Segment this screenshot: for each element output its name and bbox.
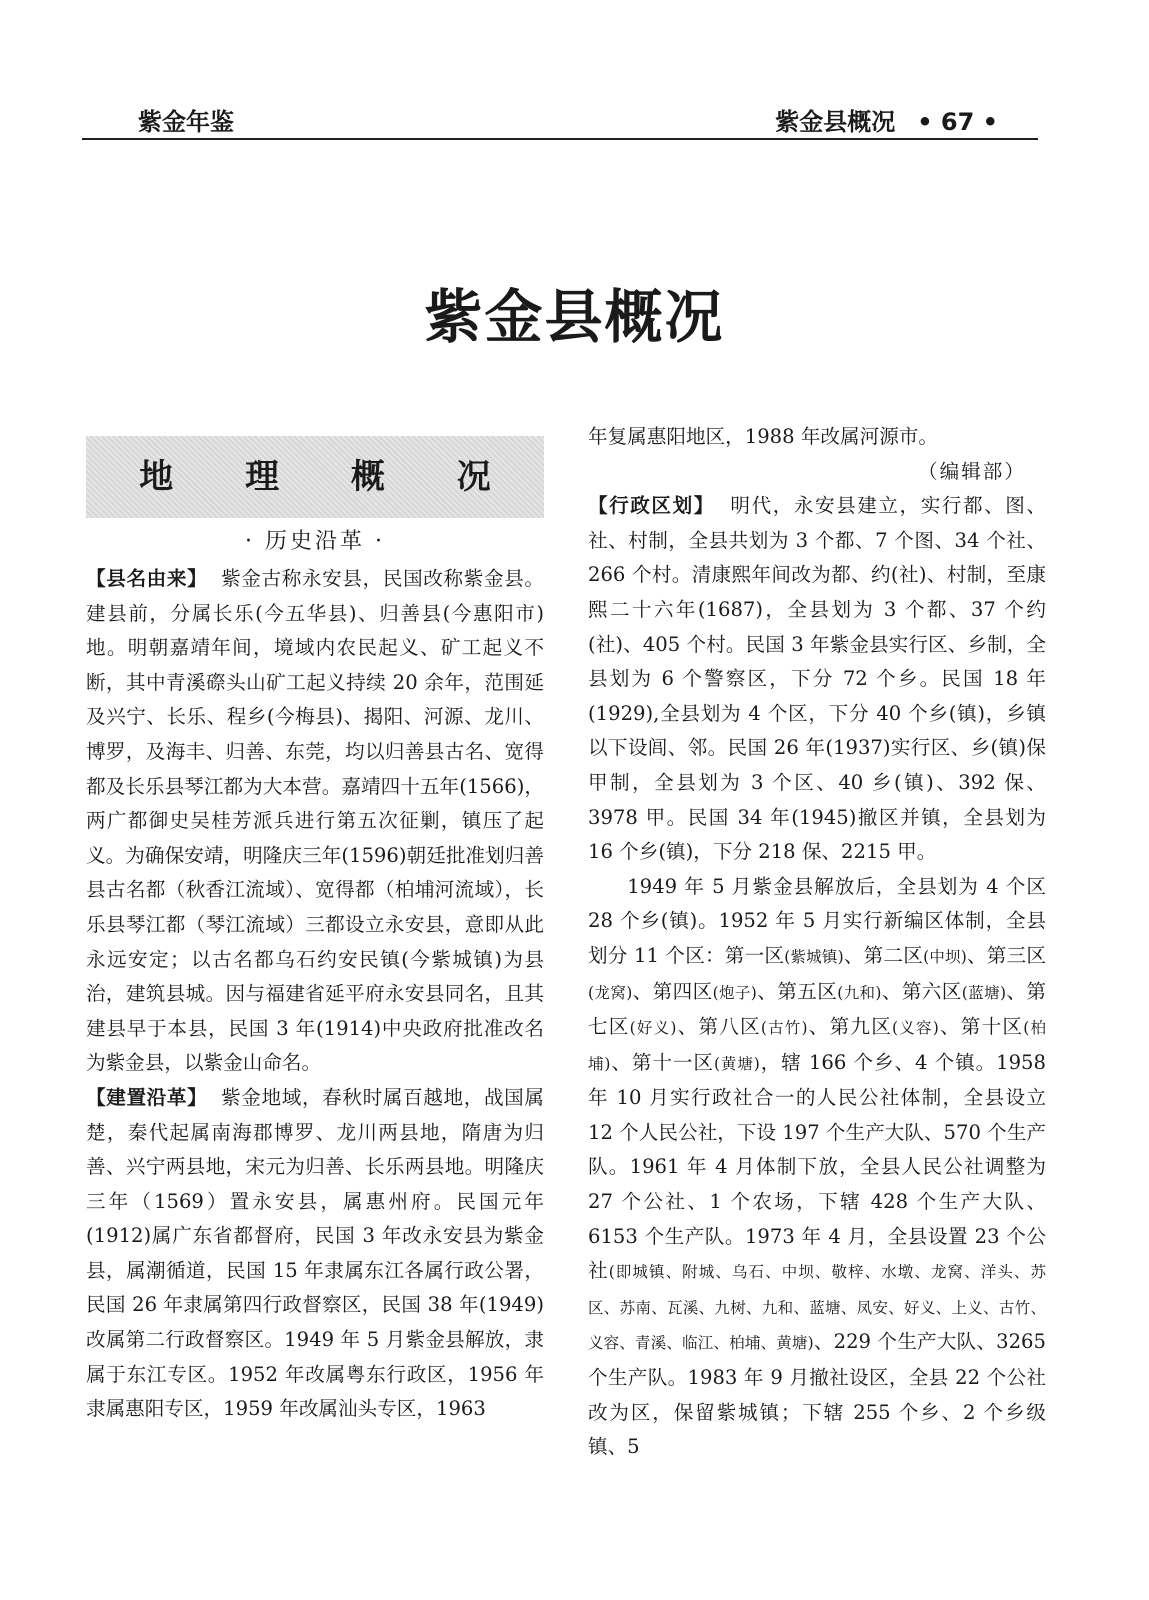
paragraph-establishment xyxy=(86,1081,544,1427)
district-note: (中坝) xyxy=(923,947,967,966)
paragraph-tag: 【县名由来】 xyxy=(86,567,208,590)
subheading: · 历史沿革 · xyxy=(245,529,385,554)
section-title: 紫金县概况 xyxy=(775,108,896,136)
text-run: 、第四区 xyxy=(632,979,713,1003)
district-note: (柏埔) xyxy=(588,1019,1046,1073)
text-run: 、229 个生产大队、3265 个生产队。1983 年 9 月撤社设区，全县 22 个公社改为区，保留紫城镇；下辖 255 个乡、2 个乡级镇、5 xyxy=(588,1330,1046,1459)
continued-text: 年复属惠阳地区，1988 年改属河源市。 xyxy=(588,425,938,448)
district-note: (紫城镇) xyxy=(784,947,844,966)
text-run: 、第十区 xyxy=(938,1015,1024,1039)
running-header xyxy=(82,96,1038,140)
book-title: 紫金年鉴 xyxy=(138,108,234,136)
district-note: (龙窝) xyxy=(588,983,633,1002)
district-note: (好义) xyxy=(629,1019,677,1038)
text-run: 、第六区 xyxy=(881,979,962,1003)
district-note: (义容) xyxy=(892,1019,939,1038)
paragraph-admin-division xyxy=(588,489,1046,870)
left-column xyxy=(86,420,544,1427)
paragraph-text: 明代，永安县建立，实行都、图、社、村制，全县共划为 3 个都、7 个图、34 个社、266 个村。清康熙年间改为都、约(社)、村制，至康熙二十六年(1687)，全县划为 3 个都、37 个约(社)、405 个村。民国 3 年紫金县实行区、乡制，全县划为 6 个警察区，下分 72 个乡。民国 18 年(1929),全县划为 4 个区，下分 40 个乡(镇)，乡镇以下设闾、邻。民国 26 年(1937)实行区、乡(镇)保甲制，全县划为 3 个区、40 乡(镇)、392 保、3978 甲。民国 34 年(1945)撤区并镇，全县划为 16 个乡(镇)，下分 218 保、2215 甲。 xyxy=(588,494,1047,864)
text-run: 、第二区 xyxy=(843,943,924,967)
text-run: 、第八区 xyxy=(676,1015,761,1039)
right-column xyxy=(588,420,1046,1465)
district-note: (九和) xyxy=(837,983,882,1002)
header-right xyxy=(775,102,998,137)
text-run: 、第十一区 xyxy=(610,1050,714,1074)
banner-title: 地 理 概 况 xyxy=(139,456,521,497)
paragraph-tag: 【建置沿革】 xyxy=(86,1085,208,1109)
text-run: 、第九区 xyxy=(807,1015,893,1039)
page-number: • 67 • xyxy=(917,108,998,136)
district-note: (蓝塘) xyxy=(961,983,1007,1002)
district-note: (古竹) xyxy=(760,1019,808,1038)
paragraph-post-1949 xyxy=(588,870,1046,1465)
text-run: 、第三区 xyxy=(966,943,1047,967)
text-run: 、第五区 xyxy=(756,979,838,1003)
text-run: ，辖 166 个乡、4 个镇。1958 年 10 月实行政社合一的人民公社体制，全县设立 12 个人民公社，下设 197 个生产大队、570 个生产队。1961 年 4 月体制下放，全县人民公社调整为 27 个公社、1 个农场，下辖 428 个生产大队、6153 个生产队。1973 年 4 月，全县设置 23 个公社 xyxy=(588,1050,1046,1283)
text-run: 、第七区 xyxy=(588,979,1047,1039)
paragraph-text: 紫金地域，春秋时属百越地，战国属楚，秦代起属南海郡博罗、龙川两县地，隋唐为归善、兴宁两县地，宋元为归善、长乐两县地。明隆庆三年（1569）置永安县，属惠州府。民国元年(1912)属广东省都督府，民国 3 年改永安县为紫金县，属潮循道，民国 15 年隶属东江各属行政公署，民国 26 年隶属第四行政督察区，民国 38 年(1949)改属第二行政督察区。1949 年 5 月紫金县解放，隶属于东江专区。1952 年改属粤东行政区，1956 年隶属惠阳专区，1959 年改属汕头专区，1963 xyxy=(86,1085,544,1421)
paragraph-text: 紫金古称永安县，民国改称紫金县。建县前，分属长乐(今五华县)、归善县(今惠阳市)地。明朝嘉靖年间，境域内农民起义、矿工起义不断，其中青溪磜头山矿工起义持续 20 余年，范围延及兴宁、长乐、程乡(今梅县)、揭阳、河源、龙川、博罗，及海丰、归善、东莞，均以归善县古名、宽得都及长乐县琴江都为大本营。嘉靖四十五年(1566)，两广都御史吴桂芳派兵进行第五次征剿，镇压了起义。为确保安靖，明隆庆三年(1596)朝廷批准划归善县古名都（秋香江流域）、宽得都（柏埔河流域），长乐县琴江都（琴江流域）三都设立永安县，意即从此永远安定；以古名都乌石约安民镇(今紫城镇)为县治，建筑县城。因与福建省延平府永安县同名，且其建县早于本县，民国 3 年(1914)中央政府批准改名为紫金县，以紫金山命名。 xyxy=(86,567,544,1075)
paragraph-tag: 【行政区划】 xyxy=(588,494,715,518)
district-note: (炮子) xyxy=(712,983,757,1002)
district-note: (黄塘) xyxy=(713,1054,760,1073)
paragraph-county-name xyxy=(86,562,544,1081)
commune-list: (即城镇、附城、乌石、中坝、敬梓、水墩、龙窝、洋头、苏区、苏南、瓦溪、九树、九和、蓝塘、凤安、好义、上义、古竹、义容、青溪、临江、柏埔、黄塘) xyxy=(588,1263,1046,1353)
text-run: 1949 年 5 月紫金县解放后，全县划为 4 个区 28 个乡(镇)。1952 年 5 月实行新编区体制，全县划分 11 个区：第一区 xyxy=(588,874,1046,967)
editor-credit: （编辑部） xyxy=(918,459,1026,483)
page-title: 紫金县概况 xyxy=(424,283,725,351)
section-banner xyxy=(86,436,544,518)
